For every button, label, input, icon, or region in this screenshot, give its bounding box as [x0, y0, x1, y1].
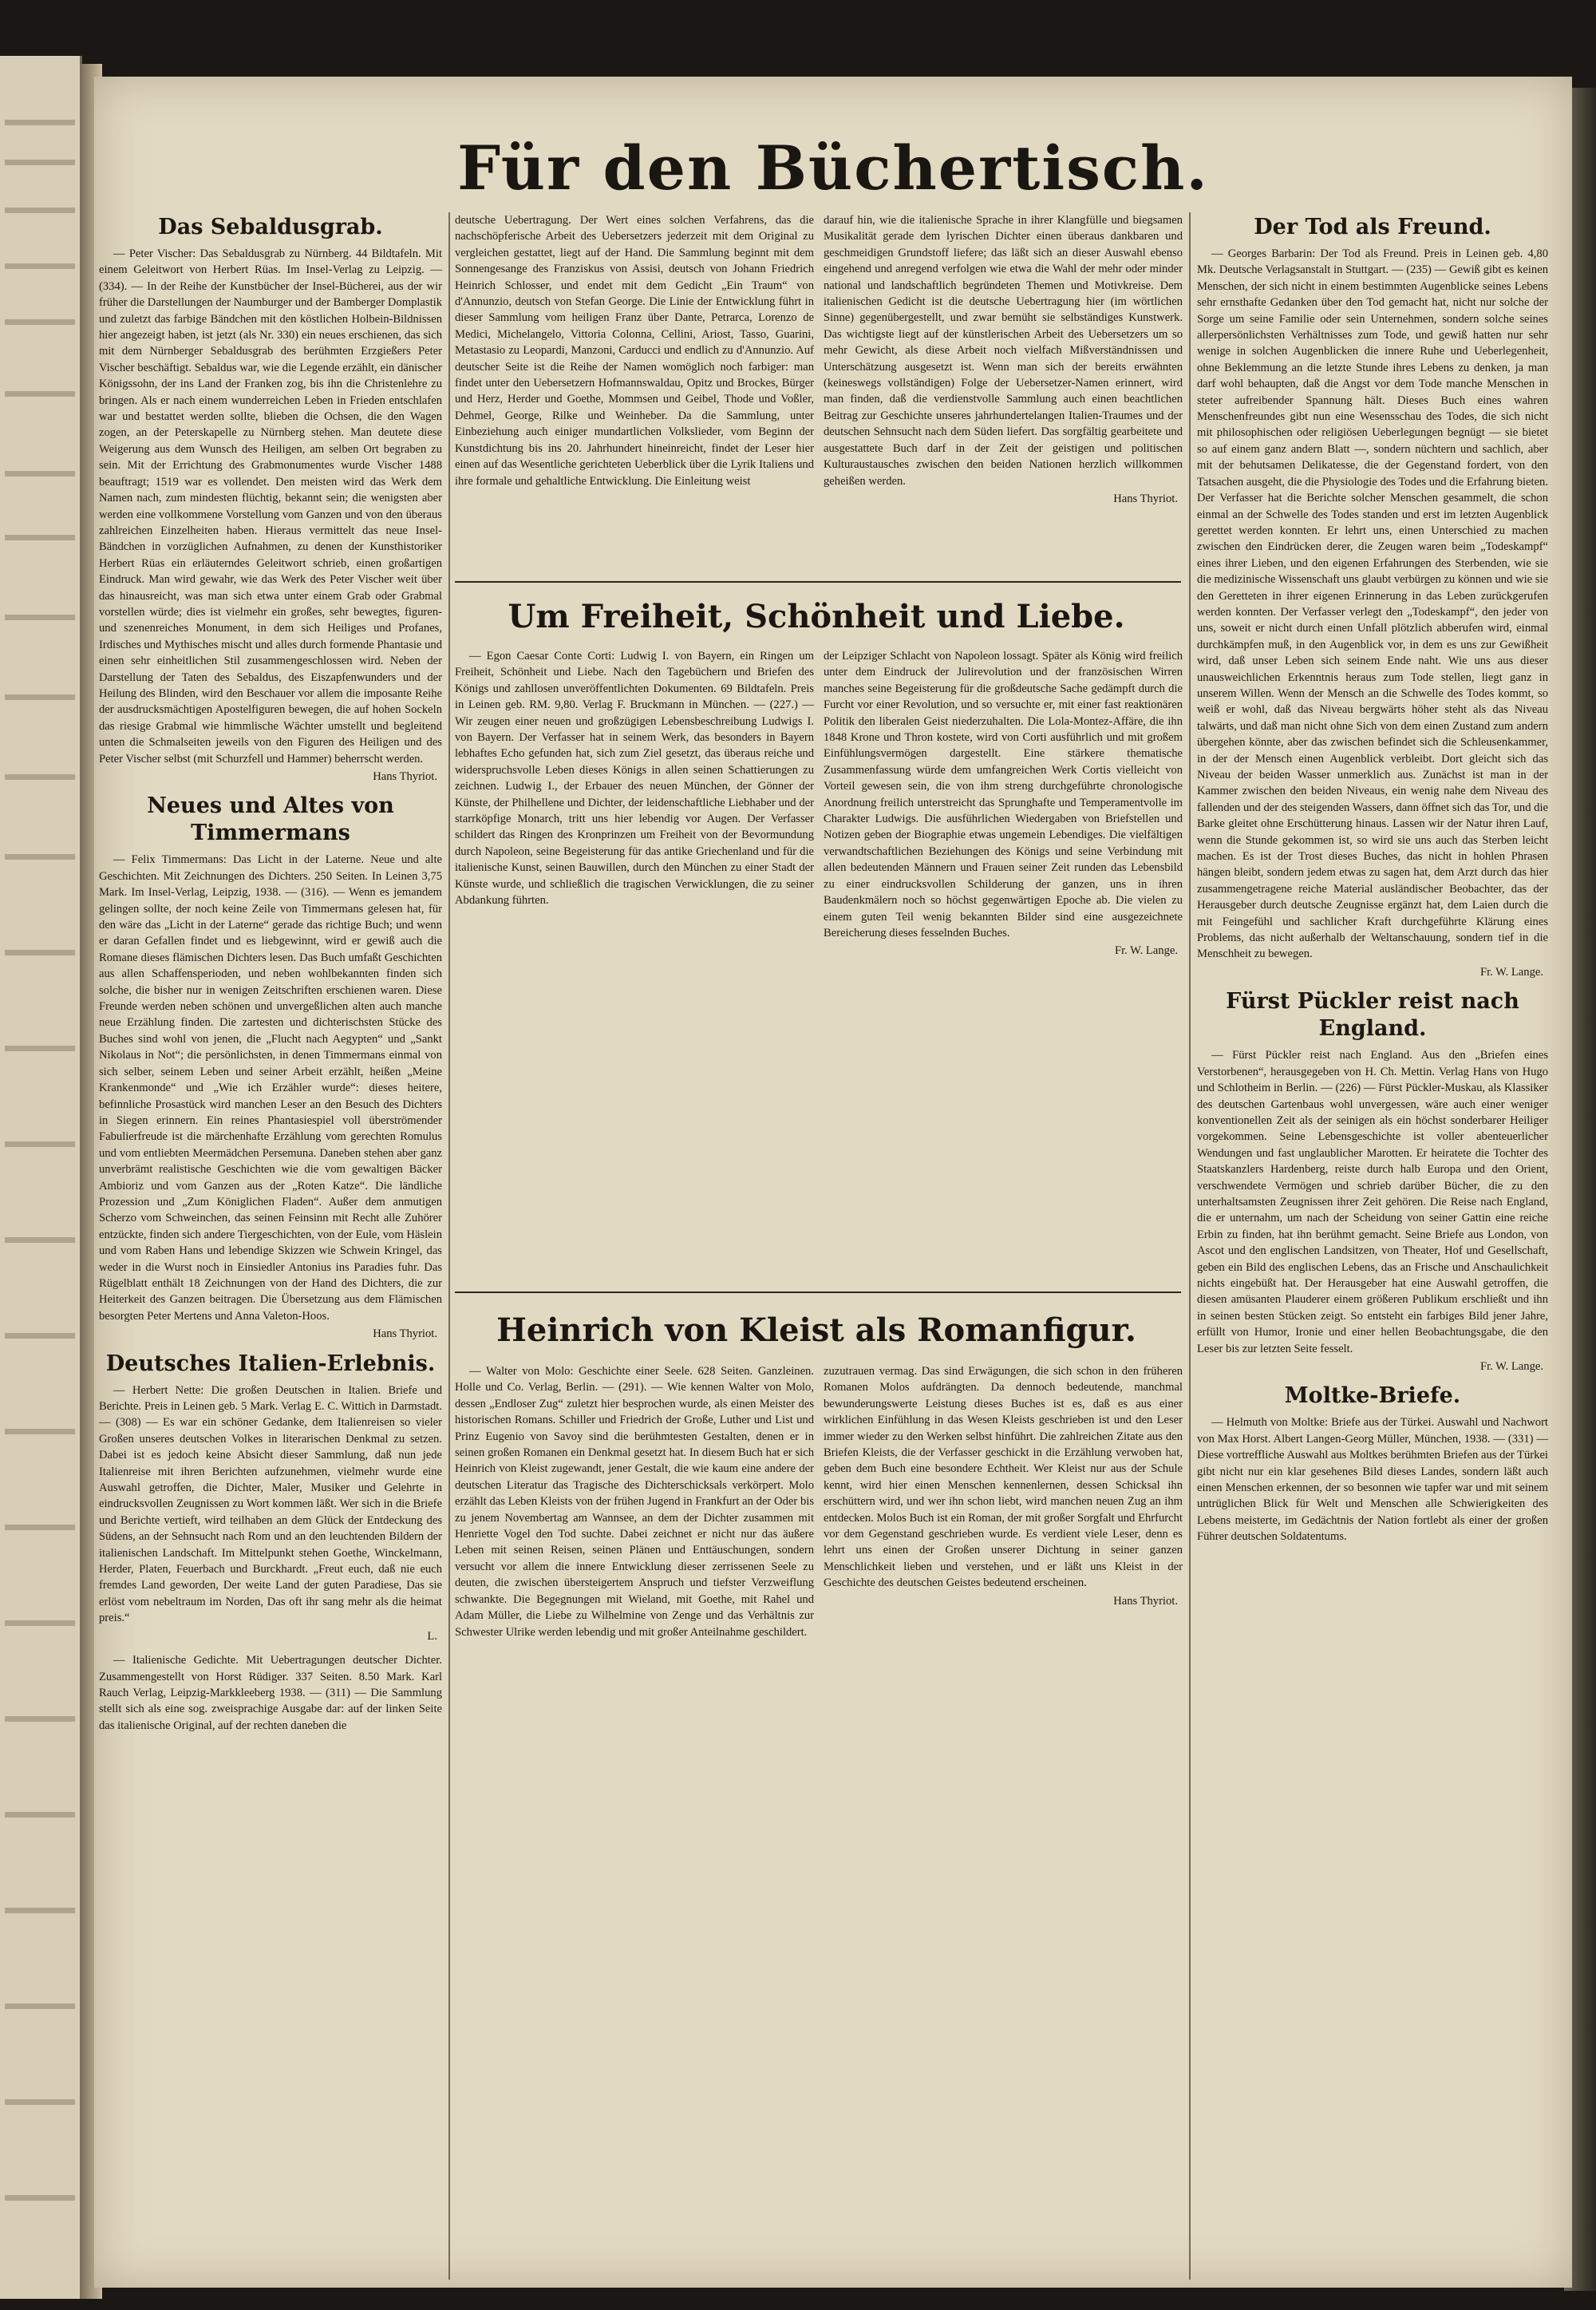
- article-body: zuzutrauen vermag. Das sind Erwägungen, die sich schon in den früheren Romanen Molos aufdrängten. Da dennoch bedeutende, manchmal bewunderungswerte Leistung dieses Buches ist es, daß es aus einer wirklichen Einfühlung in das Wesen Kleists geschrieben ist und den Leser immer wieder zu den Werken selbst hinführt. Die zahlreichen Zitate aus den Briefen Kleists, die der Verfasser geschickt in die Erzählung verwoben hat, geben dem Buch eine besondere Echtheit. Wer Kleist nur aus der Schule kennt, wird hier einen Menschen kennenlernen, dessen Schicksal ihn erschüttern wird, und wer ihn schon liebt, wird manchen neuen Zug an ihm entdecken. Molos Buch ist ein Roman, der mit großer Sorgfalt und Ehrfurcht vor dem Gegenstand geschrieben wurde. Es verdient viele Leser, denn es lehrt uns einen der Großen unserer Dichtung in seiner ganzen Menschlichkeit lieben und verstehen, und er läßt uns Kleist in der Geschichte des deutschen Geistes bedeutend erscheinen.: [824, 1365, 1183, 1590]
- article-signature: Hans Thyriot.: [373, 770, 437, 783]
- article-title: Moltke-Briefe.: [1284, 1383, 1461, 1409]
- article-body: — Peter Vischer: Das Sebaldusgrab zu Nürnberg. 44 Bildtafeln. Mit einem Geleitwort von Herbert Rüas. Im Insel-Verlag zu Leipzig. — (334). — In der Reihe der Kunstbücher der Insel-Bücherei, aus der wir früher die Darstellungen der Naumburger und der Bamberger Domplastik und zuletzt das farbige Bändchen mit den köstlichen Holbein-Bildnissen hier angezeigt haben, ist jetzt (als Nr. 330) ein neues erschienen, das sich mit dem Nürnberger Sebaldusgrab des berühmten Erzgießers Peter Vischer beschäftigt. Sebaldus war, wie die Legende erzählt, ein dänischer Königssohn, der ins Land der Franken zog, bis ihn die Christenlehre zu bringen. Als er nach einem wunderreichen Leben in Frieden entschlafen war und bestattet werden sollte, blieben die Ochsen, die den Wagen zogen, an der Peterskapelle zu Nürnberg stehen. Man deutete diese Weigerung aus dem Wunsch des Heiligen, am selben Ort begraben zu sein. Mit der Errichtung des Grabmonumentes wurde Vischer 1488 beauftragt; 1519 war es vollendet. Den meisten wird das Werk dem Namen nach, zum mindesten flüchtig, bekannt sein; die wenigsten aber werden eine vollkommene Vorstellung vom Ganzen und von den überaus zahlreichen Einzelheiten haben. Hieraus vermittelt das neue Insel-Bändchen in vorzüglichen Aufnahmen, zu denen der Kunsthistoriker Herbert Rüas ein erläuterndes Geleitwort schrieb, einen großartigen Eindruck. Man wird gewahr, wie das Werk des Peter Vischer weit über das hinausreicht, was man sich etwa unter einem Grab oder Grabmal vorstellen würde; dies ist vielmehr ein großes, sehr bewegtes, figuren- und szenenreiches Monument, in dem sich Heiliges und Profanes, Irdisches und Mythisches mischt und alles durch formende Phantasie und einen sehr einheitlichen Stil zusammengeschlossen wird. Neben der Darstellung der Taten des Sebaldus, des Eiszapfenwunders und der Heilung des Blinden, wird den Beschauer vor allem die imposante Reihe der ausdrucksmächtigen Apostelfiguren bewegen, die auf hohen Sockeln das riesige Grabmal wie himmlische Wächter umstellt und begleitend unten die Schmalseiten jeweils von den Figuren des Heiligen und des Peter Vischer selbst (mit Schurzfell und Hammer) beherrscht werden.: [99, 247, 442, 765]
- article-pueckler: [1197, 988, 1548, 1375]
- newspaper-page: [94, 77, 1572, 2288]
- article-body: — Italienische Gedichte. Mit Uebertragungen deutscher Dichter. Zusammengestellt von Horst Rüdiger. 337 Seiten. 8.50 Mark. Karl Rauch Verlag, Leipzig-Markkleeberg 1938. — (311) — Die Sammlung stellt sich als eine sog. zweisprachige Ausgabe dar: auf der linken Seite das italienische Original, auf der rechten daneben die: [99, 1654, 442, 1732]
- article-body: der Leipziger Schlacht von Napoleon lossagt. Später als König wird freilich unter dem Eindruck der Julirevolution und der französischen Wirren manches seine Begeisterung für die großdeutsche Sache gedämpft durch die Furcht vor einer Revolution, und so versuchte er, mit einer fast reaktionären Politik den liberalen Geist niederzuhalten. Die Lola-Montez-Affäre, die ihn 1848 Krone und Thron kostete, wird von Corti ausführlich und mit großem Einfühlungsvermögen dargestellt. Eine stärkere thematische Zusammenfassung würde dem umfangreichen Werk Cortis vielleicht von Vorteil gewesen sein, die von ihm streng durchgeführte chronologische Anordnung freilich unterstreicht das Sprunghafte und Temperamentvolle im Charakter Ludwigs. Die ausführlichen Wiedergaben von Briefstellen und Notizen geben der Biographie etwas ungemein Lebendiges. Die vielfältigen verwandtschaftlichen Beziehungen des Königs und seine Verbindung mit allen bedeutenden Männern und Frauen seiner Zeit runden das Lebensbild zu einer eindrucksvollen Schilderung der ganzen, uns in ihren Baudenkmälern noch so höchst gegenwärtigen Epoche ab. Die vielen zu einem guten Teil wenig bekannten Bilder sind eine ausgezeichnete Bereicherung dieses fesselnden Buches.: [824, 650, 1183, 939]
- article-title: Deutsches Italien-Erlebnis.: [105, 1351, 436, 1376]
- article-signature: Hans Thyriot.: [373, 1327, 437, 1341]
- article-title: Der Tod als Freund.: [1254, 215, 1491, 239]
- article-body: — Walter von Molo: Geschichte einer Seele. 628 Seiten. Ganzleinen. Holle und Co. Verlag, Berlin. — (291). — Wie kennen Walter von Molo, dessen „Endloser Zug“ zuletzt hier besprochen wurde, als einen Meister des historischen Romans. Schiller und Friedrich der Große, Luther und List und Prinz Eugenio von Savoy sind die berühmtesten Gestalten, denen er in seinen großen Romanen ein Denkmal gesetzt hat. In diesem Buch hat er sich Heinrich von Kleist zugewandt, jener Gestalt, die wie kaum eine andere der deutschen Literatur das Tragische des Dichterschicksals verkörpert. Molo erzählt das Leben Kleists von der frühen Jugend in Frankfurt an der Oder bis zu jenem Novembertag am Wannsee, an dem der Dichter zusammen mit Henriette Vogel den Tod suchte. Dabei zeichnet er nicht nur das äußere Leben mit seinen Reisen, seinen Plänen und Enttäuschungen, sondern versucht vor allem die innere Entwicklung dieser zerrissenen Seele zu deuten, die zwischen übersteigertem Anspruch und tiefster Verzweiflung schwankte. Die Begegnungen mit Wieland, mit Goethe, mit Rahel und Adam Müller, die Liebe zu Wilhelmine von Zenge und das Verhältnis zur Schwester Ulrike werden lebendig und mit großer Anteilnahme geschildert.: [455, 1365, 814, 1639]
- column-4: [1197, 212, 1548, 1553]
- section-divider: [455, 1291, 1181, 1293]
- page-title: Für den Büchertisch.: [457, 133, 1209, 204]
- article-signature: Hans Thyriot.: [1113, 492, 1178, 505]
- section-divider: [455, 581, 1181, 583]
- kleist-right: [824, 1363, 1183, 1609]
- article-signature: L.: [427, 1629, 437, 1643]
- column-rule: [1189, 212, 1191, 2280]
- article-signature: Fr. W. Lange.: [1114, 944, 1178, 958]
- column-rule: [448, 212, 450, 2280]
- article-body: — Felix Timmermans: Das Licht in der Laterne. Neue und alte Geschichten. Mit Zeichnungen des Dichters. 250 Seiten. In Leinen 3,75 Mark. Im Insel-Verlag, Leipzig, 1938. — (316). — Wenn es jemandem gelingen sollte, der noch keine Zeile von Timmermans gelesen hat, für den wäre das „Licht in der Laterne“ gerade das richtige Buch; und wenn er daran Gefallen findet und es liebgewinnt, wird er gewiß auch die Romane dieses flämischen Dichters lesen. Das Buch umfaßt Geschichten aus allen Schaffensperioden, und neben wohlbekannten finden sich solche, die bisher nur in wenigen Zeitschriften erschienen waren. Diese Freunde werden neben schönen und unvergeßlichen alten auch manche neue Erzählung finden. Die zartesten und dichterischsten Stücke des Buches sind wohl von jenen, die „Flucht nach Aegypten“ und „Sankt Nikolaus in Not“; die persönlichsten, in denen Timmermans einmal von sich selber, seinem Leben und seiner Arbeit erzählt, heißen „Meine Krankenmonde“ und „Wie ich Erzähler wurde“: dieses heitere, befinnliche Prosastück wird manchen Leser an den Besuch des Dichters in Siegen erinnern. Ein reines Phantasiespiel voll überströmender Fabulierfreude ist die märchenhafte Erzählung vom gerechten Romulus und vom entliebten Meermädchen Persemuna. Daneben stehen aber ganz unverbrämt realistische Geschichten wie die vom gewaltigen Bäcker Ambioriz und vom Ganzen aus der „Roten Katze“. Die ländliche Prozession und „Zum Königlichen Fladen“. Außer dem anmutigen Scherzo vom Schweinchen, das seinen Feinsinn mit Recht alle Zuhörer entzückte, finden sich andere Tiergeschichten, von der Eule, vom Häslein und vom Raben Hans und lebendige Skizzen wie Schwein Kringel, das weder in die Wurst noch in Einsiedler Antonius ins Paradies fuhr. Das Rügelblatt enthält 18 Zeichnungen von der Hand des Dichters, die zur Heiterkeit des Ganzen beitragen. Die Übersetzung aus dem Flämischen besorgten Peter Mertens und Anna Valeton-Hoos.: [99, 853, 442, 1323]
- article-body: — Georges Barbarin: Der Tod als Freund. Preis in Leinen geb. 4,80 Mk. Deutsche Verlagsanstalt in Stuttgart. — (235) — Gewiß gibt es keinen Menschen, der sich nicht in einem bestimmten Augenblicke seines Lebens sehr ernsthafte Gedanken über den Tod gemacht hat, nicht nur solche der Sorge um seine Familie oder sein Unternehmen, sondern solche seines allerpersönlichsten Verhältnisses zum Tode, und gewiß hatten nur sehr wenige in solchen Augenblicken die innere Ruhe und Ueberlegenheit, ohne Beklemmung an die letzte Stunde ihres Lebens zu denken, ja man darf wohl behaupten, daß die Angst vor dem Tode manche Menschen in steter aufreibender Spannung hält. Dieses Buch eines wahren Menschenfreundes gibt nun eine Wesensschau des Todes, die sich nicht mit philosophischen oder religiösen Ueberlegungen begnügt — sie bietet so auf einem ganz andern Blatt —, sondern nüchtern und sachlich, aber mit der behutsamen Delikatesse, die der Gegenstand fordert, von den Tatsachen ausgeht, die die Physiologie des Todes und die Erfahrung bieten. Der Verfasser hat die Berichte solcher Menschen gesammelt, die schon einmal an der Schwelle des Todes standen und erst im letzten Augenblick gerettet werden konnten. Er lehrt uns, einen Unterschied zu machen zwischen den Eindrücken derer, die Zeugen waren beim „Todeskampf“ eines ihrer Lieben, und den eigenen Erfahrungen des Sterbenden, wie sie die medizinische Wissenschaft uns glaubt verbürgen zu können und wie sie den Geretteten in ihrer eigenen Erinnerung in das Leben zurückgerufen werden konnten. Der Verfasser verlegt den „Todeskampf“, den jeder von uns, soweit er nicht durch einen Unfall plötzlich abberufen wird, einmal durchkämpfen muß, in den Augenblick vor, in dem es uns zur Gewißheit wird, daß unser Leben sich seinem Ende naht. Wie uns aus dieser unausweichlichen Erkenntnis heraus zum Tode stellen, liegt ganz in unserem Willen. Wenn der Mensch an die Schwelle des Todes kommt, so weiß er wohl, daß das Niveau bergwärts höher steht als das Niveau talwärts, und daß man nicht ohne Sich von dem einen Zustand zum andern übergehen könnte, aber das zwischen befindet sich die Schleusenkammer, in der der Mensch einen Augenblick verbleibt. Dort gleicht sich das Niveau der beiden Wasser unmerklich aus. Zunächst ist man in der Kammer zwischen den beiden Niveaus, ein wenig nahe dem Niveau des fallenden und der des steigenden Wassers, dann öffnet sich das Tor, und die Barke gleitet ohne Erschütterung hinaus. Lassen wir der Natur ihren Lauf, wenn die Stunde gekommen ist, so wird sie uns auch das Sterben leicht machen. Es ist der Trost dieses Buches, das nicht in hohlen Phrasen hängen bleibt, sondern jedem etwas zu sagen hat, dem Arzt durch das hier zusammengetragene reiche Material ausländischer Beobachter, das der Herausgeber durch deutsche Zeugnisse ergänzt hat, dem Laien durch die mit Feingefühl und sachlicher Kraft durchgeführte Klärung eines Problems, das nicht außerhalb der Weltanschauung, sondern tief in die Menschheit zu bewegen.: [1197, 247, 1548, 961]
- article-title: Neues und Altes von Timmermans: [147, 793, 394, 846]
- article-sebaldusgrab: [99, 214, 442, 785]
- article-timmermans: [99, 793, 442, 1342]
- article-italienische-gedichte: [99, 1652, 442, 1734]
- freiheit-right: [824, 648, 1183, 959]
- column-3-top: [824, 212, 1183, 507]
- article-signature: Fr. W. Lange.: [1479, 965, 1543, 979]
- freiheit-left: [455, 648, 814, 909]
- adjacent-page-edge: [0, 56, 82, 2299]
- article-title-freiheit: Um Freiheit, Schönheit und Liebe.: [508, 598, 1125, 635]
- column-1: [94, 212, 442, 1742]
- article-title-kleist: Heinrich von Kleist als Romanfigur.: [496, 1311, 1136, 1349]
- article-moltke-briefe: [1197, 1382, 1548, 1545]
- kleist-left: [455, 1363, 814, 1640]
- article-body: — Herbert Nette: Die großen Deutschen in Italien. Briefe und Berichte. Preis in Leinen geb. 5 Mark. Verlag E. C. Wittich in Darmstadt. — (308) — Es war ein schöner Gedanke, dem Italienreisen so vieler Großen unseres deutschen Volkes in literarischen Denkmal zu setzen. Dabei ist es jedoch keine Absicht dieser Sammlung, daß nun jede Italienreise mit ihren Berichten aufzunehmen, vielmehr wurde eine Auswahl getroffen, die Dichter, Maler, Musiker und Gelehrte in eindrucksvollen Zeugnissen zu Wort kommen läßt. Wer sich in die Briefe und Berichte vertieft, wird teilhaben an dem Glück der Entdeckung des Südens, an der Sehnsucht nach Rom und an den leuchtenden Bildern der italienischen Landschaft. Im Mittelpunkt stehen Goethe, Winckelmann, Herder, Platen, Feuerbach und Burckhardt. „Freut euch, daß nie euch fremdes Land geworden, Der weite Land der guten Paradiese, Das sie erlöst vom nebeltraum im Norden, Das oft ihr sang mehr als die heimat preis.“: [99, 1383, 442, 1625]
- article-body: — Helmuth von Moltke: Briefe aus der Türkei. Auswahl und Nachwort von Max Horst. Albert Langen-Georg Müller, München, 1938. — (331) — Diese vortreffliche Auswahl aus Moltkes berühmten Briefen aus der Türkei gibt nicht nur ein klar gesehenes Bild dieses Landes, sondern läßt auch einen Menschen erkennen, der so besonnen wie tapfer war und mit seinem untrüglichen Blick für Welt und Menschen alle Schwierigkeiten des Lebens meisterte, im Gedächtnis der Nation fortlebt als einer der großen Führer deutschen Soldatentums.: [1197, 1416, 1548, 1544]
- article-title: Das Sebaldusgrab.: [158, 215, 383, 239]
- article-title: Fürst Pückler reist nach England.: [1226, 989, 1519, 1042]
- article-body: — Egon Caesar Conte Corti: Ludwig I. von Bayern, ein Ringen um Freiheit, Schönheit und Liebe. Nach den Tagebüchern und Briefen des Königs und zahllosen unveröffentlichten Dokumenten. 69 Bildtafeln. Preis in Leinen geb. RM. 9,80. Verlag F. Bruckmann in München. — (227.) — Wir zeugen einer neuen und großzügigen Lebensbeschreibung Ludwigs I. von Bayern. Der Verfasser hat in seinem Werk, das besonders in Bayern lebhaftes Echo gefunden hat, sich zum Ziel gesetzt, das überaus reiche und widerspruchsvolle Leben dieses Königs in allen seinen Schattierungen zu zeichnen. Ludwig I., der Erbauer des neuen München, der Gönner der Künste, der Philhellene und Dichter, der leidenschaftliche Liebhaber und der starrköpfige Monarch, tritt uns hier lebendig vor Augen. Der Verfasser schildert das Ringen des Kronprinzen um Freiheit von der Bevormundung durch Napoleon, seine Begeisterung für das antike Griechenland und für die italienische Kunst, seinen Bauwillen, durch den München zu einer Stadt der Künste wurde, und schließlich die tragischen Verwicklungen, die zu seiner Abdankung führten.: [455, 650, 814, 908]
- article-body: darauf hin, wie die italienische Sprache in ihrer Klangfülle und biegsamen Musikalität gerade dem lyrischen Dichter einen überaus dankbaren und geschmeidigen Grundstoff liefere; das läßt sich an dieser Auswahl ebenso eingehend und anregend verfolgen wie etwa die Wahl der mehr oder minder national und landschaftlich begründeten Themen und Motivkreise. Dem italienischen Gedicht ist die deutsche Uebertragung hier (im wörtlichen Sinne) gegenübergestellt, und zwar bemüht sie selbständiges Kunstwerk. Das wichtigste liegt auf der künstlerischen Arbeit des Uebersetzers um so mehr Gewicht, als diese Arbeit noch vielfach Mißverständnissen und Unterschätzung ausgesetzt ist. Wenn man sich der bereits erwähnten (keineswegs vollständigen) Folge der Uebersetzer-Namen erinnert, wird man finden, daß die verdienstvolle Sammlung auch einen beachtlichen Beitrag zur Geschichte unseres jahrhundertelangen Italien-Traumes und der deutschen Sehnsucht nach dem Süden liefert. Das sorgfältig gearbeitete und ausgestattete Buch darf in der Zeit der geistigen und politischen Kulturaustausches zwischen den beiden Nationen herzlich willkommen geheißen werden.: [824, 214, 1183, 488]
- article-body: deutsche Uebertragung. Der Wert eines solchen Verfahrens, das die nachschöpferische Arbeit des Uebersetzers jederzeit mit dem Original zu vergleichen gestattet, liegt auf der Hand. Die Sammlung beginnt mit dem Sonnengesange des Franziskus von Assisi, deutsch von Johann Friedrich Heinrich Schlosser, und endet mit dem Gedicht „Ein Traum“ von d'Annunzio, deutsch von Stefan George. Die Linie der Entwicklung führt in dieser Sammlung vom heiligen Franz über Dante, Petrarca, Lorenzo de Medici, Michelangelo, Vittoria Colonna, Cellini, Ariost, Tasso, Guarini, Metastasio zu Leopardi, Manzoni, Carducci und endlich zu d'Annunzio. Auf deutscher Seite ist die Reihe der Namen womöglich noch farbiger: man findet unter den Uebersetzern Hofmannswaldau, Opitz und Brockes, Bürger und Herz, Herder und Goethe, Mommsen und Geibel, Thode und Voßler, Dehmel, George, Rilke und Weinheber. Da die Sammlung, unter Einbeziehung auch einiger mundartlichen Volkslieder, vom Beginn der Kunstdichtung bis ins 20. Jahrhundert hineinreicht, findet der Leser hier einen auf das Wesentliche gerichteten Ueberblick über die Lyrik Italiens und ihre formale und gehaltliche Entwicklung. Die Einleitung weist: [455, 214, 814, 488]
- column-2-top: [455, 212, 814, 489]
- article-signature: Fr. W. Lange.: [1479, 1360, 1543, 1373]
- article-body: — Fürst Pückler reist nach England. Aus den „Briefen eines Verstorbenen“, herausgegeben von H. Ch. Mettin. Verlag Hans von Hugo und Schlotheim in Berlin. — (226) — Fürst Pückler-Muskau, als Klassiker des deutschen Gartenbaus wohl unvergessen, wäre auch einer weniger konventionellen Zeit als der seinigen als ein höchst sonderbarer Heiliger vorgekommen. Seine Lebensgeschichte ist voller abenteuerlicher Wendungen und fast unglaublicher Marotten. Er heiratete die Tochter des Staatskanzlers Hardenberg, reiste durch halb Europa und den Orient, verschwendete Vermögen und schrieb darüber Bücher, die zu den unterhaltsamsten Zeugnissen ihrer Zeit gehören. Die Reise nach England, die er unternahm, um nach der Scheidung von seiner Gattin eine reiche Erbin zu finden, hat ihn berühmt gemacht. Seine Briefe aus London, von Ascot und den englischen Landsitzen, von Theater, Hof und Gesellschaft, geben ein Bild des englischen Lebens, das an Frische und Anschaulichkeit nichts eingebüßt hat. Der Herausgeber hat eine Auswahl getroffen, die diesen amüsanten Plauderer einem größeren Publikum erschließt und ihn in seinen besten Stücken zeigt. So entsteht ein farbiges Bild jener Jahre, erfüllt von Humor, Ironie und einer hellen Beobachtungsgabe, die den Leser bis zur letzten Seite fesselt.: [1197, 1049, 1548, 1355]
- article-tod-als-freund: [1197, 214, 1548, 980]
- article-signature: Hans Thyriot.: [1113, 1594, 1178, 1608]
- article-italien-erlebnis: [99, 1351, 442, 1645]
